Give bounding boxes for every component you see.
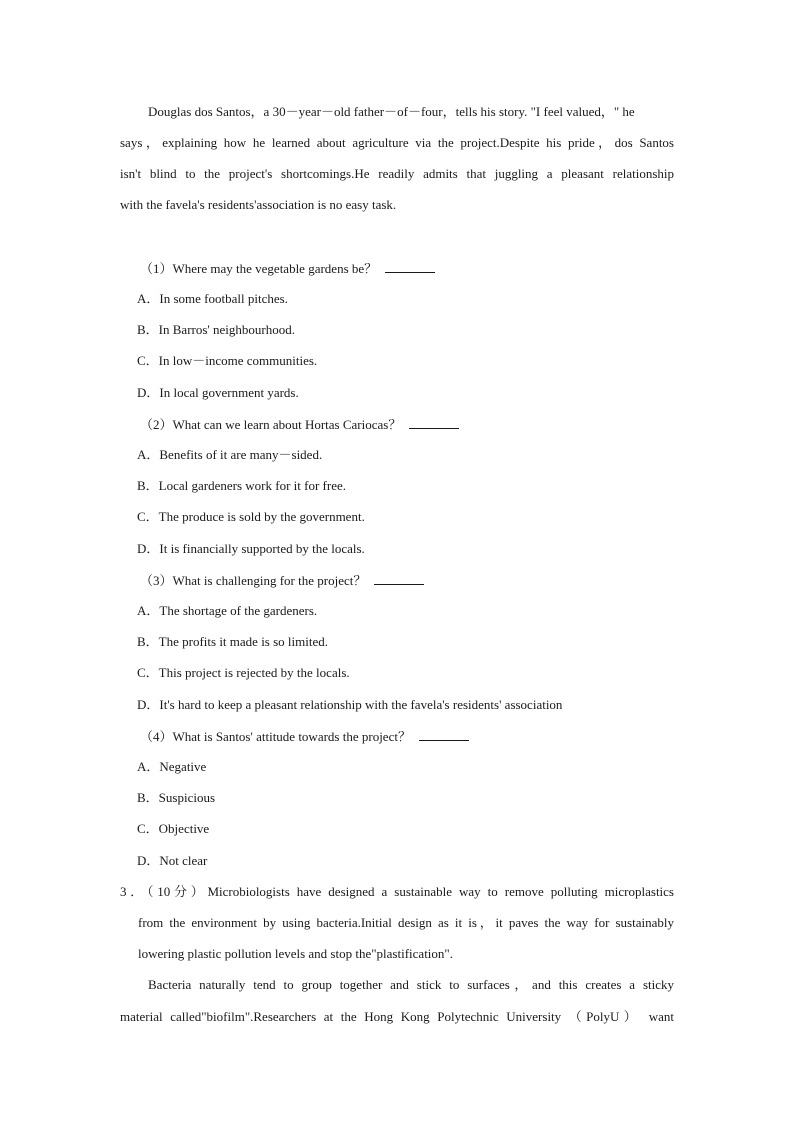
section-3-line-2: from the environment by using bacteria.Initial design as it is，it paves the way for sustainably [138,915,674,930]
question-1-stem [140,260,694,277]
question-3-option-b[interactable]: B．The profits it made is so limited. [137,634,329,649]
question-2-stem [140,416,694,433]
answer-blank[interactable] [409,416,459,429]
answer-blank[interactable] [385,260,435,273]
question-2-option-b[interactable]: B．Local gardeners work for it for free. [137,478,346,493]
question-text: （1）Where may the vegetable gardens be？ [140,261,378,276]
question-2-option-d[interactable]: D．It is financially supported by the locals. [137,541,365,556]
passage-line-3: isn't blind to the project's shortcomings.He readily admits that juggling a pleasant relationship [120,166,674,181]
question-4-stem [140,728,694,745]
section-3-para2-line-1: Bacteria naturally tend to group together and stick to surfaces，and this creates a sticky [148,977,674,992]
question-4-option-a[interactable]: A．Negative [137,759,207,774]
question-2-option-a[interactable]: A．Benefits of it are many－sided. [137,447,323,462]
section-3-para2-line-2: material called"biofilm".Researchers at the Hong Kong Polytechnic University （PolyU） want [120,1009,674,1024]
section-3-line-3: lowering plastic pollution levels and stop the"plastification". [138,946,453,961]
question-3-option-d[interactable]: D．It's hard to keep a pleasant relationship with the favela's residents' association [137,697,563,712]
question-2-option-c[interactable]: C．The produce is sold by the government. [137,509,365,524]
passage-line-1: Douglas dos Santos，a 30－year－old father－of－four，tells his story. "I feel valued，" he [148,104,635,119]
passage-line-2: says，explaining how he learned about agriculture via the project.Despite his pride，dos Santos [120,135,674,150]
question-4-option-c[interactable]: C．Objective [137,821,210,836]
answer-blank[interactable] [419,728,469,741]
question-1-option-c[interactable]: C．In low－income communities. [137,353,318,368]
question-4-option-b[interactable]: B．Suspicious [137,790,216,805]
question-1-option-b[interactable]: B．In Barros' neighbourhood. [137,322,295,337]
answer-blank[interactable] [374,572,424,585]
question-text: （3）What is challenging for the project？ [140,573,367,588]
passage-line-4: with the favela's residents'association is no easy task. [120,197,397,212]
question-4-option-d[interactable]: D．Not clear [137,853,208,868]
question-3-option-c[interactable]: C．This project is rejected by the locals. [137,665,350,680]
section-3-line-1: 3．（10分）Microbiologists have designed a sustainable way to remove polluting microplastics [120,884,674,899]
question-1-option-a[interactable]: A．In some football pitches. [137,291,288,306]
question-3-option-a[interactable]: A．The shortage of the gardeners. [137,603,318,618]
question-text: （4）What is Santos' attitude towards the project？ [140,729,411,744]
question-3-stem [140,572,694,589]
question-text: （2）What can we learn about Hortas Cariocas？ [140,417,402,432]
question-1-option-d[interactable]: D．In local government yards. [137,385,299,400]
